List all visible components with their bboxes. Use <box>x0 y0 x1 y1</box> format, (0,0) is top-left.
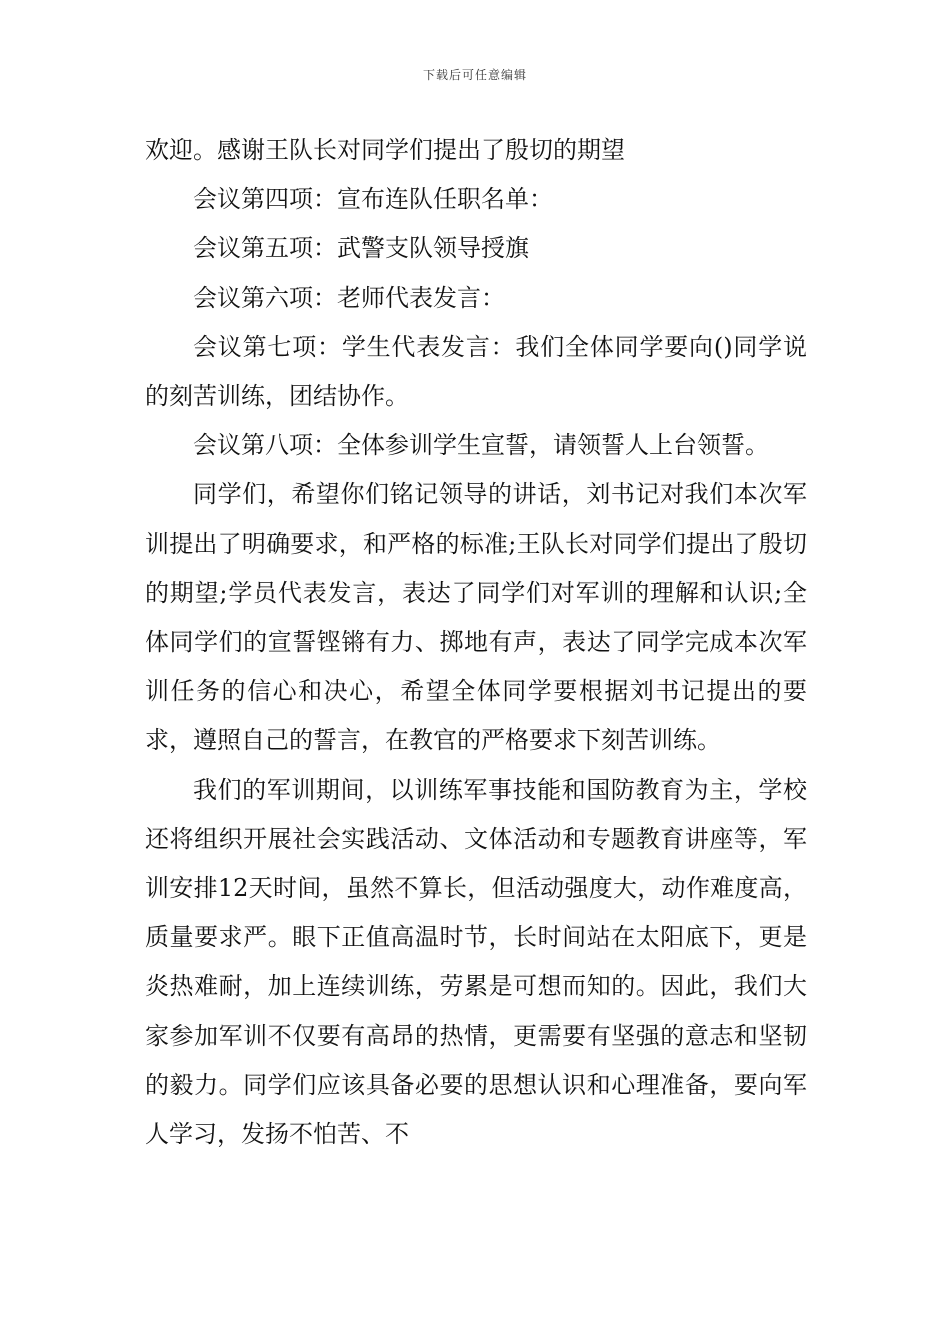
document-body <box>145 126 807 1159</box>
paragraph-3: 会议第五项：武警支队领导授旗 <box>193 234 529 263</box>
paragraph-2: 会议第四项：宣布连队任职名单： <box>193 185 553 214</box>
paragraph-7: 同学们，希望你们铭记领导的讲话，刘书记对我们本次军训提出了明确要求，和严格的标准;王队长对同学们提出了殷切的期望;学员代表发言，表达了同学们对军训的理解和认识;全体同学们的宣誓铿锵有力、掷地有声，表达了同学完成本次军训任务的信心和决心，希望全体同学要根据刘书记提出的要求，遵照自己的誓言，在教官的严格要求下刻苦训练。 <box>145 480 807 755</box>
paragraph-6: 会议第八项：全体参训学生宣誓，请领誓人上台领誓。 <box>193 431 769 460</box>
paragraph-8: 我们的军训期间，以训练军事技能和国防教育为主，学校还将组织开展社会实践活动、文体活动和专题教育讲座等，军训安排12天时间，虽然不算长，但活动强度大，动作难度高，质量要求严。眼下正值高温时节，长时间站在太阳底下，更是炎热难耐，加上连续训练，劳累是可想而知的。因此，我们大家参加军训不仅要有高昂的热情，更需要有坚强的意志和坚韧的毅力。同学们应该具备必要的思想认识和心理准备，要向军人学习，发扬不怕苦、不 <box>145 775 807 1149</box>
paragraph-5: 会议第七项：学生代表发言：我们全体同学要向()同学说的刻苦训练，团结协作。 <box>145 332 807 411</box>
paragraph-1: 欢迎。感谢王队长对同学们提出了殷切的期望 <box>145 136 625 164</box>
page-header: 下载后可任意编辑 <box>422 68 527 82</box>
paragraph-4: 会议第六项：老师代表发言： <box>193 283 505 312</box>
